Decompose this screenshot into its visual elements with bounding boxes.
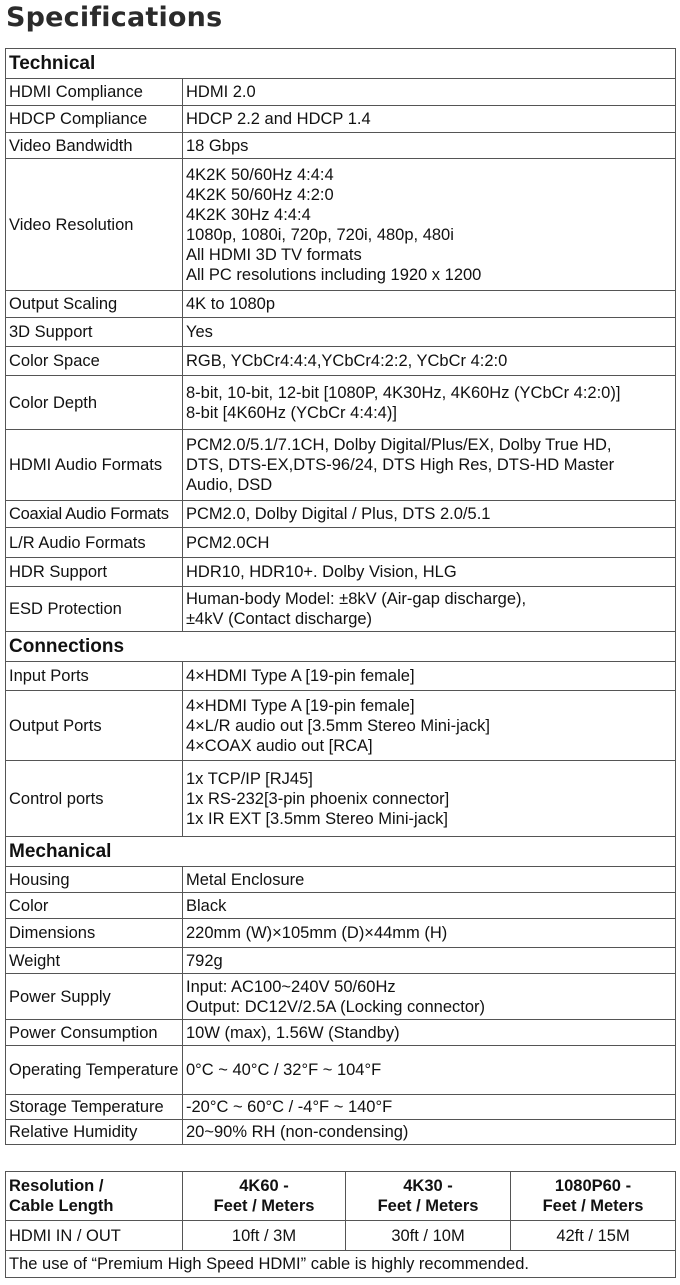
spec-value [183, 867, 676, 893]
spec-value [183, 662, 676, 691]
cable-header-text: Resolution / Cable Length [9, 1177, 114, 1215]
spec-row [6, 1120, 676, 1145]
spec-row [6, 919, 676, 948]
spec-value [183, 318, 676, 347]
spec-value [183, 501, 676, 528]
spec-label: HDCP Compliance [6, 106, 183, 133]
spec-value [183, 691, 676, 761]
spec-label: Power Consumption [6, 1020, 183, 1046]
spec-value-line: 220mm (W)×105mm (D)×44mm (H) [186, 924, 448, 942]
spec-label: Video Resolution [6, 159, 183, 291]
spec-value [183, 528, 676, 558]
spec-row [6, 291, 676, 318]
spec-value-line: PCM2.0CH [186, 533, 270, 552]
spec-value-line: 0°C ~ 40°C / 32°F ~ 104°F [186, 1061, 382, 1079]
spec-value-line: Input: AC100~240V 50/60Hz [186, 977, 396, 996]
cable-data-row [6, 1221, 676, 1251]
spec-label: Output Ports [6, 691, 183, 761]
spec-row [6, 159, 676, 291]
spec-label: L/R Audio Formats [6, 528, 183, 558]
spec-value-line: 1x RS-232[3-pin phoenix connector] [186, 789, 450, 808]
spec-row [6, 558, 676, 587]
spec-value [183, 1095, 676, 1120]
spec-label: Operating Temperature [6, 1046, 183, 1095]
cable-value-1080p60: 42ft / 15M [511, 1221, 676, 1251]
spec-value [183, 430, 676, 501]
cable-header-cell [346, 1172, 511, 1221]
spec-label: Video Bandwidth [6, 133, 183, 159]
spec-value [183, 761, 676, 837]
spec-value [183, 893, 676, 919]
spec-value [183, 106, 676, 133]
spec-value-line: 1080p, 1080i, 720p, 720i, 480p, 480i [186, 225, 454, 244]
spec-label: Coaxial Audio Formats [6, 501, 183, 528]
spec-value-line: Human-body Model: ±8kV (Air-gap discharge), [186, 590, 527, 608]
spec-value [183, 291, 676, 318]
spec-value-line: 20~90% RH (non-condensing) [186, 1123, 409, 1141]
spec-label: Color [6, 893, 183, 919]
spec-value-line: Black [186, 896, 227, 915]
spec-table [5, 48, 676, 1145]
spec-value-line: Audio, DSD [186, 476, 273, 494]
section-title: Technical [6, 49, 676, 79]
spec-value [183, 974, 676, 1020]
spec-row [6, 587, 676, 632]
spec-row [6, 1020, 676, 1046]
cable-header-cell [183, 1172, 346, 1221]
spec-row [6, 528, 676, 558]
spec-label: Color Space [6, 347, 183, 376]
cable-row-label: HDMI IN / OUT [6, 1221, 183, 1251]
spec-value-line: PCM2.0, Dolby Digital / Plus, DTS 2.0/5.1 [186, 505, 491, 523]
spec-label: Weight [6, 948, 183, 974]
spec-row [6, 691, 676, 761]
spec-value-line: All PC resolutions including 1920 x 1200 [186, 265, 482, 284]
spec-value-line: DTS, DTS-EX,DTS-96/24, DTS High Res, DTS-HD Master [186, 456, 615, 474]
spec-label: Dimensions [6, 919, 183, 948]
spec-value [183, 347, 676, 376]
spec-value-line: 4×COAX audio out [RCA] [186, 736, 373, 755]
spec-label: HDMI Audio Formats [6, 430, 183, 501]
spec-row [6, 376, 676, 430]
cable-header-cell [6, 1172, 183, 1221]
spec-value-line: 8-bit, 10-bit, 12-bit [1080P, 4K30Hz, 4K60Hz (YCbCr 4:2:0)] [186, 383, 621, 402]
section-title: Mechanical [6, 837, 676, 867]
spec-row [6, 1095, 676, 1120]
spec-value-line: 4×L/R audio out [3.5mm Stereo Mini-jack] [186, 716, 491, 735]
spec-row [6, 106, 676, 133]
page-title: Specifications [6, 2, 223, 33]
spec-row [6, 430, 676, 501]
spec-label: 3D Support [6, 318, 183, 347]
cable-value-4k30: 30ft / 10M [346, 1221, 511, 1251]
spec-value [183, 948, 676, 974]
cable-length-table [5, 1171, 676, 1278]
spec-value [183, 1020, 676, 1046]
spec-row [6, 79, 676, 106]
spec-label: Power Supply [6, 974, 183, 1020]
spec-value [183, 1120, 676, 1145]
spec-value-line: 10W (max), 1.56W (Standby) [186, 1023, 400, 1042]
cable-header-text: 4K60 - Feet / Meters [213, 1177, 315, 1215]
section-header-connections [6, 632, 676, 662]
spec-label: Storage Temperature [6, 1095, 183, 1120]
spec-value-line: ±4kV (Contact discharge) [186, 610, 373, 628]
spec-row [6, 501, 676, 528]
spec-value-line: All HDMI 3D TV formats [186, 245, 362, 264]
spec-label: Relative Humidity [6, 1120, 183, 1145]
spec-row [6, 893, 676, 919]
spec-value-line: 4K2K 50/60Hz 4:2:0 [186, 185, 334, 204]
spec-value-line: 4K to 1080p [186, 295, 275, 313]
spec-value-line: HDR10, HDR10+. Dolby Vision, HLG [186, 563, 457, 581]
cable-recommendation-note: The use of “Premium High Speed HDMI” cable is highly recommended. [6, 1251, 676, 1278]
spec-value [183, 376, 676, 430]
spec-row [6, 761, 676, 837]
spec-label: Color Depth [6, 376, 183, 430]
spec-value [183, 558, 676, 587]
cable-note-row [6, 1251, 676, 1278]
spec-value-line: HDMI 2.0 [186, 83, 256, 101]
spec-label: Control ports [6, 761, 183, 837]
cable-value-4k60: 10ft / 3M [183, 1221, 346, 1251]
cable-header-text: 1080P60 - Feet / Meters [542, 1177, 644, 1215]
cable-header-row [6, 1172, 676, 1221]
spec-value-line: Yes [186, 323, 213, 341]
spec-label: Housing [6, 867, 183, 893]
spec-label: HDR Support [6, 558, 183, 587]
section-title: Connections [6, 632, 676, 662]
spec-value-line: 18 Gbps [186, 136, 249, 155]
spec-value-line: Output: DC12V/2.5A (Locking connector) [186, 997, 485, 1016]
spec-value-line: RGB, YCbCr4:4:4,YCbCr4:2:2, YCbCr 4:2:0 [186, 352, 508, 370]
spec-value [183, 1046, 676, 1095]
spec-value [183, 133, 676, 159]
spec-value-line: 8-bit [4K60Hz (YCbCr 4:4:4)] [186, 403, 397, 422]
spec-row [6, 662, 676, 691]
spec-value-line: -20°C ~ 60°C / -4°F ~ 140°F [186, 1098, 393, 1116]
section-header-mechanical [6, 837, 676, 867]
spec-row [6, 1046, 676, 1095]
spec-value [183, 159, 676, 291]
spec-row [6, 133, 676, 159]
spec-value-line: 4K2K 50/60Hz 4:4:4 [186, 165, 334, 184]
spec-value-line: 792g [186, 951, 223, 970]
spec-label: Output Scaling [6, 291, 183, 318]
cable-header-cell [511, 1172, 676, 1221]
spec-row [6, 867, 676, 893]
spec-value-line: 4×HDMI Type A [19-pin female] [186, 667, 415, 685]
spec-row [6, 974, 676, 1020]
spec-value-line: PCM2.0/5.1/7.1CH, Dolby Digital/Plus/EX, Dolby True HD, [186, 436, 612, 454]
cable-header-text: 4K30 - Feet / Meters [377, 1177, 479, 1215]
spec-value-line: 4×HDMI Type A [19-pin female] [186, 696, 415, 715]
spec-row [6, 948, 676, 974]
section-header-technical [6, 49, 676, 79]
spec-value-line: Metal Enclosure [186, 870, 305, 889]
spec-label: Input Ports [6, 662, 183, 691]
spec-value-line: 1x TCP/IP [RJ45] [186, 769, 313, 788]
spec-value-line: HDCP 2.2 and HDCP 1.4 [186, 110, 371, 128]
spec-value [183, 587, 676, 632]
spec-value-line: 1x IR EXT [3.5mm Stereo Mini-jack] [186, 809, 448, 828]
spec-row [6, 347, 676, 376]
spec-label: HDMI Compliance [6, 79, 183, 106]
spec-row [6, 318, 676, 347]
spec-label: ESD Protection [6, 587, 183, 632]
spec-value [183, 79, 676, 106]
spec-value-line: 4K2K 30Hz 4:4:4 [186, 205, 311, 224]
spec-value [183, 919, 676, 948]
